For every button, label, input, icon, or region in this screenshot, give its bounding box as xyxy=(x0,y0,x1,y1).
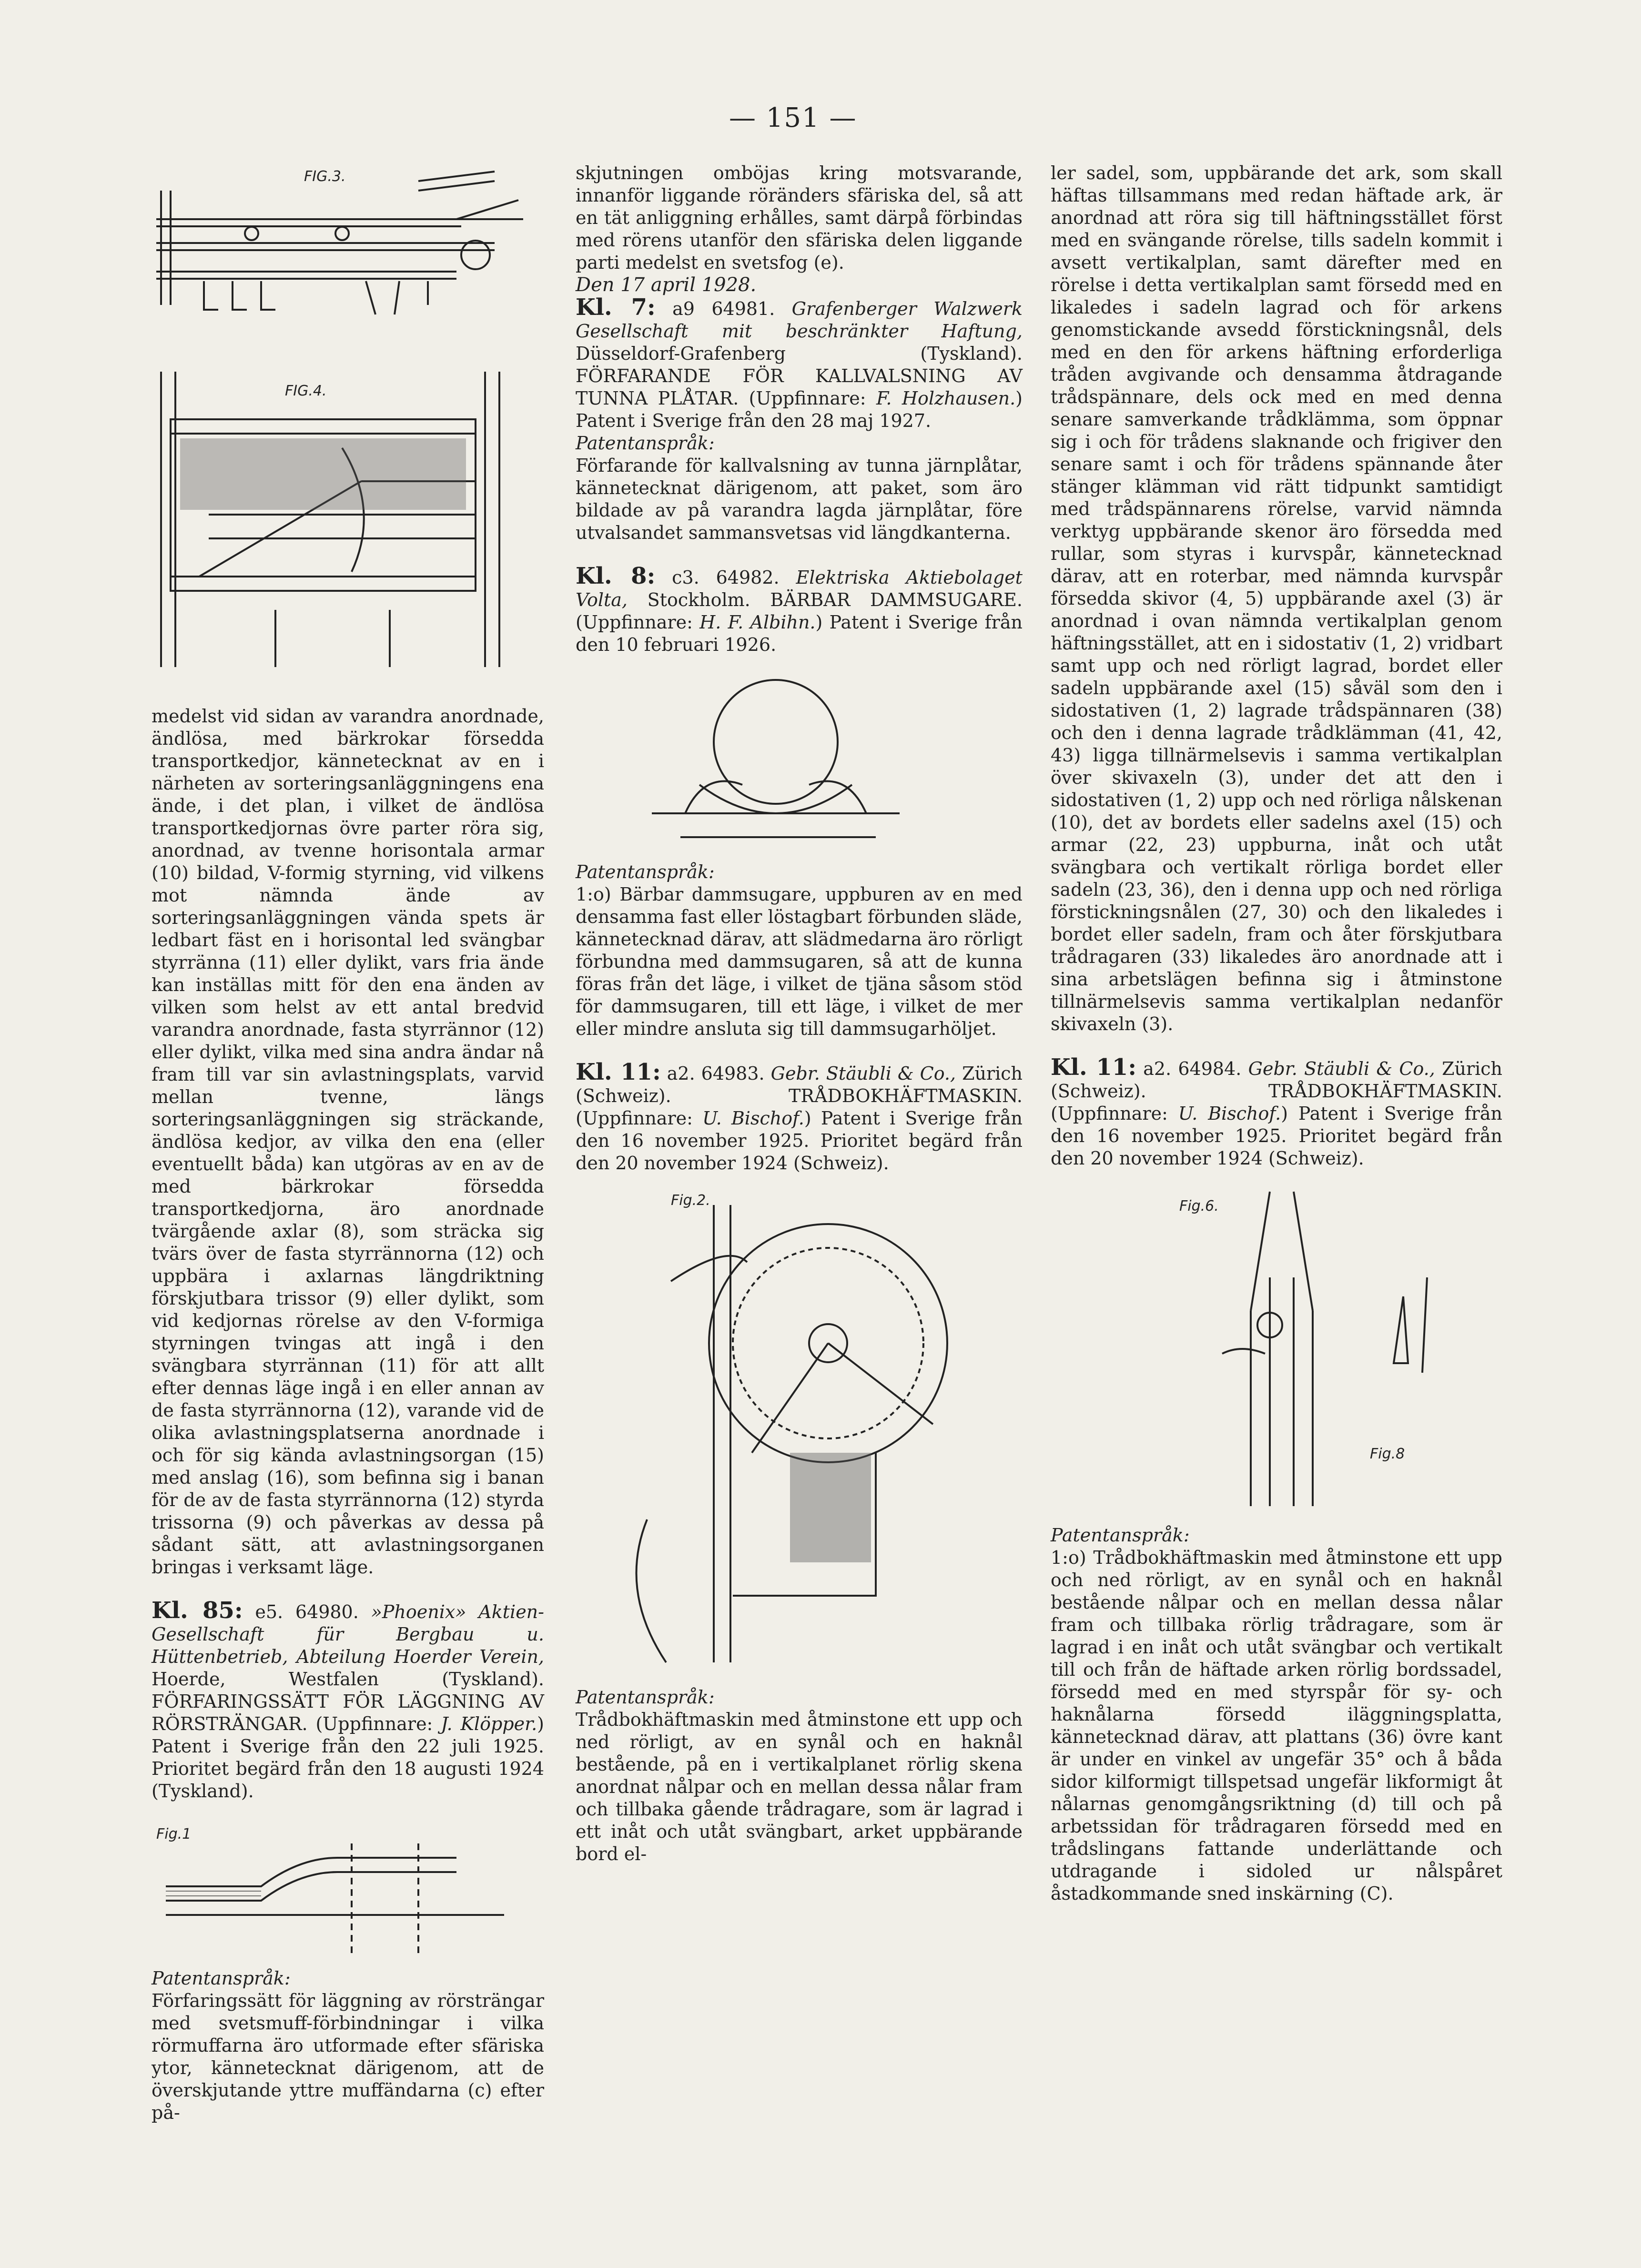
figures-6-8 xyxy=(1113,1182,1484,1516)
figure-1-label: Fig.1 xyxy=(156,1826,192,1843)
figure-4-drawing xyxy=(152,372,523,667)
column-1 xyxy=(152,705,544,2124)
figure-2 xyxy=(599,1186,981,1677)
figure-1 xyxy=(152,1815,523,1967)
claim-64982: 1:o) Bärbar dammsugare, uppburen av en med densamma fast eller löstagbart förbunden släde, kännetecknad därav, att slädmedarna äro rörligt förbundna med dammsugaren, så att de kunna föras från det läge, i vilket de tjäna såsom stöd för dammsugaren, till ett läge, i vilket de mer eller mindre ansluta sig till dammsugarhöljet. xyxy=(576,884,1023,1039)
figures-6-8-drawing xyxy=(1113,1182,1484,1516)
figure-1-drawing xyxy=(152,1815,523,1967)
figure-8-label: Fig.8 xyxy=(1370,1446,1405,1462)
claim-64983-continued: ler sadel, som, uppbärande det ark, som skall häftas tillsammans med redan häftade ark, är anordnad att röra sig till häftningsstället först med en svängande rörelse, tills sadeln kommit i avsett vertikalplan, samt därefter med en rörelse i detta vertikalplan samt försedd med en likaledes i sadeln lagrad och för arkens genomstickande avsedd förstickningsnål, dels med en den för arkens häftning erforderliga tråden avgivande och densamma åtdragande trådspännare, dels ock med en med denna senare samverkande trådklämma, som öppnar sig i och för trådens slaknande och frigiver den senare samt i och för trådens spännande åter stänger klämman vid rätt tidpunkt samtidigt med trådspännarens rörelse, varvid nämnda verktyg uppbärande skenor äro försedda med rullar, som styras i kurvspår, kännetecknad därav, att en roterbar, med nämnda kurvspår försedda skivor (4, 5) uppbärande axel (3) är anordnad i ovan nämnda vertikalplan genom häftningsstället, att en i sidostativ (1, 2) vridbart samt upp och ned rörligt lagrad, bordet eller sadeln uppbärande axel (15) såväl som den i sidostativen (1, 2) lagrade trådspännaren (38) och den i denna lagrade trådklämman (41, 42, 43) ligga tillnärmelsevis i samma vertikalplan över skivaxeln (3), under det att den i sidostativen (1, 2) upp och ned rörliga nålskenan (10), det av bordets eller sadelns axel (15) och armar (22, 23) uppburna, inåt och utåt svängbara och vertikalt rörliga bordet eller sadeln (23, 36), den i denna upp och ned rörliga förstickningsnålen (27, 30) och den likaledes i bordet eller sadeln, fram och åter förskjutbara trådragaren (33) likaledes äro anordnade att i sina arbetslägen befinna sig i åtminstone tillnärmelsevis samma vertikalplan nedanför skivaxeln (3). xyxy=(1051,162,1502,1034)
column-2: skjutningen omböjas kring motsvarande, innanför liggande röränders sfäriska del, så att en tät anliggning erhålles, samt därpå förbindas med rörens utanför den sfäriska delen liggande parti medelst en svetsfog (e). Den 17 april 1928. Kl. 7: a9 64981. Grafenberger Walzwerk Gesellschaft mit beschränkter Haftung, Düsseldorf-Grafenberg (Tyskland). FÖRFARANDE FÖR KALLVALSNING AV TUNNA PLÅTAR. (Uppfinnare: F. Holzhausen.) Patent i Sverige från den 28 maj 1927. Patentanspråk: Förfarande för kallvalsning av tunna järnplåtar, kännetecknat därigenom, att paket, som äro bildade av på varandra lagda järnplåtar, före utvalsandet sammansvetsas vid längdkanterna. Kl. 8: c3. 64982. Elektriska Aktiebolaget Volta, Stockholm. BÄRBAR DAMMSUGARE. (Uppfinnare: H. F. Albihn.) Patent i Sverige från den 10 februari 1926. Patentanspråk: 1:o) Bärbar dammsugare, uppburen av en med densamma fast eller löstagbart förbunden släde, kännetecknad därav, att slädmedarna äro rörligt förbundna med dammsugaren, så att de kunna föras från det läge, i vilket de tjäna såsom stöd för dammsugaren, till ett läge, i vilket de mer eller mindre ansluta sig till dammsugarhöljet. Kl. 11: a2. 64983. Gebr. Stäubli & Co., Zürich (Schweiz). TRÅDBOKHÄFTMASKIN. (Uppfinnare: U. Bischof.) Patent i Sverige från den 16 november 1925. Prioritet begärd från den 20 november 1924 (Schweiz). Fig.2. Patentanspråk: Trådbokhäftmaskin med åtminstone ett upp och ned rörligt, av en synål och en haknål bestående, på en i vertikalplanet rörlig skena anordnat nålpar och en mellan dessa nålar fram och tillbaka gående trådragare, som är lagrad i ett inåt och utåt svängbart, arket uppbärande bord el- xyxy=(576,162,1023,1864)
figure-2-label: Fig.2. xyxy=(671,1192,710,1209)
patent-64983-header: Kl. 11: a2. 64983. Gebr. Stäubli & Co., Zürich (Schweiz). TRÅDBOKHÄFTMASKIN. (Uppfinnare: U. Bischof.) Patent i Sverige från den 16 november 1925. Prioritet begärd från den 20 november 1924 (Schweiz). xyxy=(576,1059,1023,1174)
claim-64980: Förfaringssätt för läggning av rörsträngar med svetsmuff-förbindningar i vilka rörmuffarna äro utformade efter sfäriska ytor, kännetecknat därigenom, att de överskjutande yttre muffändarna (c) efter på- xyxy=(152,1990,544,2123)
issue-date: Den 17 april 1928. xyxy=(576,274,757,296)
figure-3 xyxy=(152,162,523,353)
patent-64984-header: Kl. 11: a2. 64984. Gebr. Stäubli & Co., Zürich (Schweiz). TRÅDBOKHÄFTMASKIN. (Uppfinnare: U. Bischof.) Patent i Sverige från den 16 november 1925. Prioritet begärd från den 20 november 1924 (Schweiz). xyxy=(1051,1054,1503,1169)
page-number: — 151 — xyxy=(729,102,857,133)
figure-6-label: Fig.6. xyxy=(1179,1198,1219,1215)
claim-64980-continued: skjutningen omböjas kring motsvarande, innanför liggande röränders sfäriska del, så att en tät anliggning erhålles, samt därpå förbindas med rörens utanför den sfäriska delen liggande parti medelst en svetsfog (e). xyxy=(576,162,1023,273)
figure-3-drawing xyxy=(152,162,523,353)
patent-64980-header: Kl. 85: e5. 64980. »Phoenix» Aktien-Gesellschaft für Bergbau u. Hüttenbetrieb, Abteilung Hoerder Verein, Hoerde, Westfalen (Tyskland). FÖRFARINGSSÄTT FÖR LÄGGNING AV RÖRSTRÄNGAR. (Uppfinnare: J. Klöpper.) Patent i Sverige från den 22 juli 1925. Prioritet begärd från den 18 augusti 1924 (Tyskland). xyxy=(152,1597,544,1802)
applicant: »Phoenix» Aktien-Gesellschaft für Bergbau u. Hüttenbetrieb, Abteilung Hoerder Verein, xyxy=(152,1601,544,1667)
claim-64983: Trådbokhäftmaskin med åtminstone ett upp och ned rörligt, av en synål och en haknål bestående, på en i vertikalplanet rörlig skena anordnat nålpar och en mellan dessa nålar fram och tillbaka gående trådragare, som är lagrad i ett inåt och utåt svängbart, arket uppbärande bord el- xyxy=(576,1709,1023,1864)
inventor: J. Klöpper. xyxy=(441,1713,537,1734)
class-label: Kl. 85: xyxy=(152,1597,243,1624)
claims-heading: Patentanspråk: xyxy=(152,1968,291,1989)
vacuum-cleaner-figure xyxy=(609,670,942,851)
claim-64984: 1:o) Trådbokhäftmaskin med åtminstone ett upp och ned rörligt, av en synål och en haknål bestående nålpar och en mellan dessa nålar fram och tillbaka rörlig trådragare, som är lagrad i en inåt och utåt svängbar och vertikalt till och från de häftade arken rörlig bordssadel, försedd med en med styrspår för sy- och haknålarna försedd iläggningsplatta, kännetecknad därav, att plattans (36) övre kant är under en vinkel av ungefär 35° och å båda sidor kilformigt tillspetsad ungefär likformigt åt nålarnas genomgångsriktning (d) till och på arbetssidan för trådragaren försedd med en trådslingans fattande underlättande och utdragande i sidoled ur nålspåret åstadkommande sned inskärning (C). xyxy=(1051,1547,1502,1904)
figure-4 xyxy=(152,372,523,667)
figure-2-drawing xyxy=(599,1186,981,1677)
patent-64981-header: Kl. 7: a9 64981. Grafenberger Walzwerk Gesellschaft mit beschränkter Haftung, Düsseldorf-Grafenberg (Tyskland). FÖRFARANDE FÖR KALLVALSNING AV TUNNA PLÅTAR. (Uppfinnare: F. Holzhausen.) Patent i Sverige från den 28 maj 1927. xyxy=(576,294,1023,431)
claim-64979-continued: medelst vid sidan av varandra anordnade, ändlösa, med bärkrokar försedda transportkedjor, kännetecknat av en i närheten av sorteringsanläggningens ena ände, i det plan, i vilket de ändlösa transportkedjornas övre parter röra sig, anordnad, av tvenne horisontala armar (10) bildad, V-formig styrning, vid vilkens mot nämnda ände av sorteringsanläggningen vända spets är ledbart fäst en i horisontal led svängbar styrränna (11) eller dylikt, vars fria ände kan inställas mitt för den ena änden av vilken som helst av ett antal bredvid varandra anordnade, fasta styrrännor (12) eller dylikt, vilka med sina andra ändar nå fram till var sin avlastningsplats, varvid mellan tvenne, längs sorteringsanläggningen sig sträckande, ändlösa kedjor, av vilka den ena (eller eventuellt båda) kan utgöras av en av de med bärkrokar försedda transportkedjorna, äro anordnade tvärgående axlar (8), som sträcka sig tvärs över de fasta styrrännorna (12) och uppbära i axlarnas längdriktning förskjutbara trissor (9) eller dylikt, som vid kedjornas rörelse av den V-formiga styrningen tvingas att ingå i den svängbara styrrännan (11) för att allt efter dennas läge ingå i en eller annan av de fasta styrrännorna (12), varande vid de olika avlastningsplatserna anordnade i och för sig kända avlastningsorgan (15) med anslag (16), som befinna sig i banan för de av de fasta styrrännorna (12) styrda trissorna (9) och påverkas av dessa på sådant sätt, att avlastningsorganen bringas i verksamt läge. xyxy=(152,706,544,1578)
patent-64982-header: Kl. 8: c3. 64982. Elektriska Aktiebolaget Volta, Stockholm. BÄRBAR DAMMSUGARE. (Uppfinnare: H. F. Albihn.) Patent i Sverige från den 10 februari 1926. xyxy=(576,563,1023,655)
claim-64981: Förfarande för kallvalsning av tunna järnplåtar, kännetecknat därigenom, att paket, som äro bildade av på varandra lagda järnplåtar, före utvalsandet sammansvetsas vid längdkanterna. xyxy=(576,455,1023,543)
column-3: ler sadel, som, uppbärande det ark, som skall häftas tillsammans med redan häftade ark, är anordnad att röra sig till häftningsstället först med en svängande rörelse, tills sadeln kommit i avsett vertikalplan, samt därefter med en rörelse i detta vertikalplan samt försedd med en likaledes i sadeln lagrad och för arkens genomstickande avsedd förstickningsnål, dels med en den för arkens häftning erforderliga tråden avgivande och densamma åtdragande trådspännare, dels ock med en med denna senare samverkande trådklämma, som öppnar sig i och för trådens slaknande och frigiver den senare samt i och för trådens spännande åter stänger klämman vid rätt tidpunkt samtidigt med trådspännarens rörelse, varvid nämnda verktyg uppbärande skenor äro försedda med rullar, som styras i kurvspår, kännetecknad därav, att en roterbar, med nämnda kurvspår försedda skivor (4, 5) uppbärande axel (3) är anordnad i ovan nämnda vertikalplan genom häftningsstället, att en i sidostativ (1, 2) vridbart samt upp och ned rörligt lagrad, bordet eller sadeln uppbärande axel (15) såväl som den i sidostativen (1, 2) lagrade trådspännaren (38) och den i denna lagrade trådklämman (41, 42, 43) ligga tillnärmelsevis i samma vertikalplan över skivaxeln (3), under det att den i sidostativen (1, 2) upp och ned rörliga nålskenan (10), det av bordets eller sadelns axel (15) och armar (22, 23) uppburna, inåt och utåt svängbara och vertikalt rörliga bordet eller sadeln (23, 36), den i denna upp och ned rörliga förstickningsnålen (27, 30) och den likaledes i bordet eller sadeln, fram och åter förskjutbara trådragaren (33) likaledes äro anordnade att i sina arbetslägen befinna sig i åtminstone tillnärmelsevis samma vertikalplan nedanför skivaxeln (3). Kl. 11: a2. 64984. Gebr. Stäubli & Co., Zürich (Schweiz). TRÅDBOKHÄFTMASKIN. (Uppfinnare: U. Bischof.) Patent i Sverige från den 16 november 1925. Prioritet begärd från den 20 november 1924 (Schweiz). Fig.6. Fig.8 Patentanspråk: 1:o) Trådbokhäftmaskin med åtminstone ett upp och ned rörligt, av en synål och en haknål bestående nålpar och en mellan dessa nålar fram och tillbaka rörlig trådragare, som är lagrad i en inåt och utåt svängbar och vertikalt till och från de häftade arken rörlig bordssadel, försedd med en med styrspår för sy- och haknålarna försedd iläggningsplatta, kännetecknad därav, att plattans (36) övre kant är under en vinkel av ungefär 35° och å båda sidor kilformigt tillspetsad ungefär likformigt åt nålarnas genomgångsriktning (d) till och på arbetssidan för trådragaren försedd med en trådslingans fattande underlättande och utdragande i sidoled ur nålspåret åstadkommande sned inskärning (C). xyxy=(1051,162,1503,1904)
figure-4-label: FIG.4. xyxy=(285,383,327,399)
figure-3-label: FIG.3. xyxy=(304,168,346,185)
vacuum-cleaner-drawing xyxy=(609,670,942,851)
